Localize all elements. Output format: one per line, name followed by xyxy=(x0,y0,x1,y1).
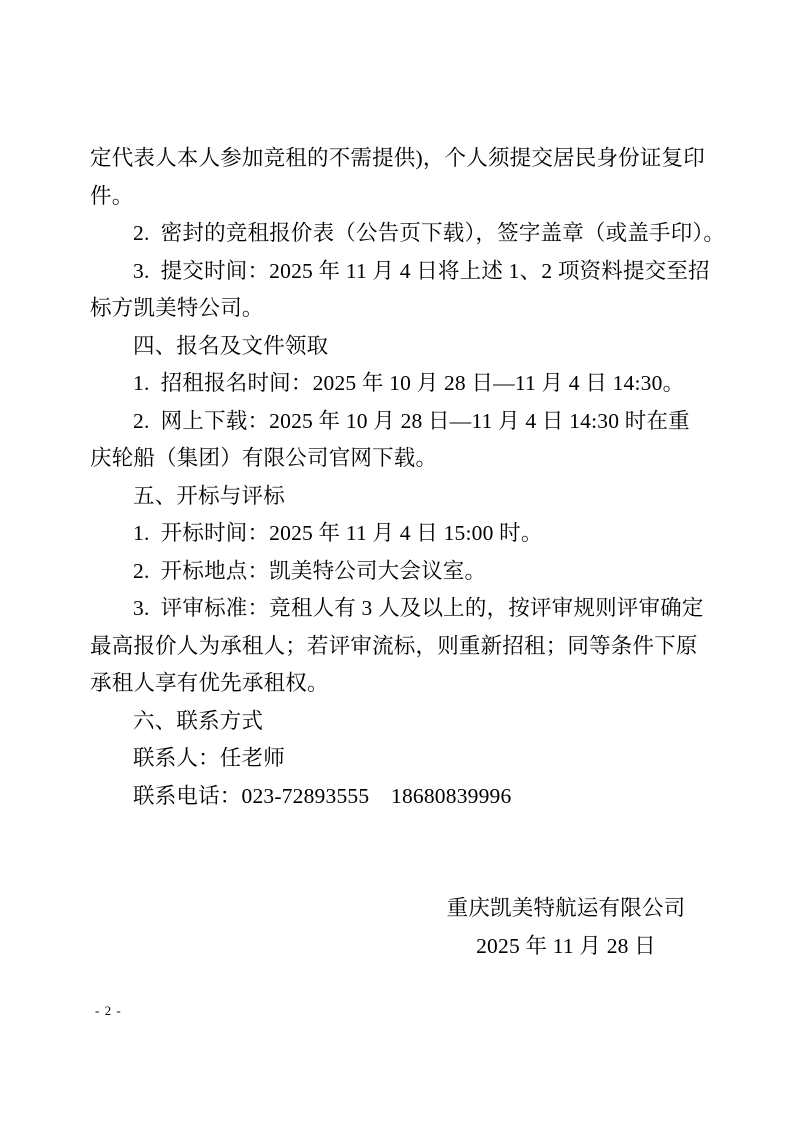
signature-company: 重庆凯美特航运有限公司 xyxy=(446,896,686,920)
text-line: 承租人享有优先承租权。 xyxy=(90,671,329,695)
text-line: 标方凯美特公司。 xyxy=(90,296,264,320)
text-line-item-2: 2. 网上下载：2025 年 10 月 28 日—11 月 4 日 14:30 时在重 xyxy=(133,408,690,433)
signature-block xyxy=(420,890,712,965)
page-footer xyxy=(95,1000,122,1022)
section-heading-5: 五、开标与评标 xyxy=(133,483,285,508)
document-body xyxy=(90,140,726,965)
text-line-item-1: 1. 招租报名时间：2025 年 10 月 28 日—11 月 4 日 14:30。 xyxy=(133,371,685,395)
text-line-item-2: 2. 开标地点：凯美特公司大会议室。 xyxy=(133,558,487,583)
text-line-item-1: 1. 开标时间：2025 年 11 月 4 日 15:00 时。 xyxy=(133,521,543,545)
text-line-item-3: 3. 评审标准：竞租人有 3 人及以上的，按评审规则评审确定 xyxy=(133,596,704,620)
text-line: 最高报价人为承租人；若评审流标，则重新招租；同等条件下原 xyxy=(90,633,698,658)
section-heading-4: 四、报名及文件领取 xyxy=(133,333,329,358)
signature-date: 2025 年 11 月 28 日 xyxy=(476,933,656,958)
text-line: 件。 xyxy=(90,183,134,208)
contact-phone-line: 联系电话：023-72893555 18680839996 xyxy=(133,783,512,808)
page-number-label: - 2 - xyxy=(95,1003,122,1018)
text-line-item-3: 3. 提交时间：2025 年 11 月 4 日将上述 1、2 项资料提交至招 xyxy=(133,258,710,283)
section-heading-6: 六、联系方式 xyxy=(133,708,264,733)
text-line: 定代表人本人参加竞租的不需提供)，个人须提交居民身份证复印 xyxy=(90,146,705,170)
text-line-item-2: 2. 密封的竞租报价表（公告页下载），签字盖章（或盖手印）。 xyxy=(133,221,726,245)
contact-person-line: 联系人：任老师 xyxy=(133,746,285,770)
text-line: 庆轮船（集团）有限公司官网下载。 xyxy=(90,446,438,470)
